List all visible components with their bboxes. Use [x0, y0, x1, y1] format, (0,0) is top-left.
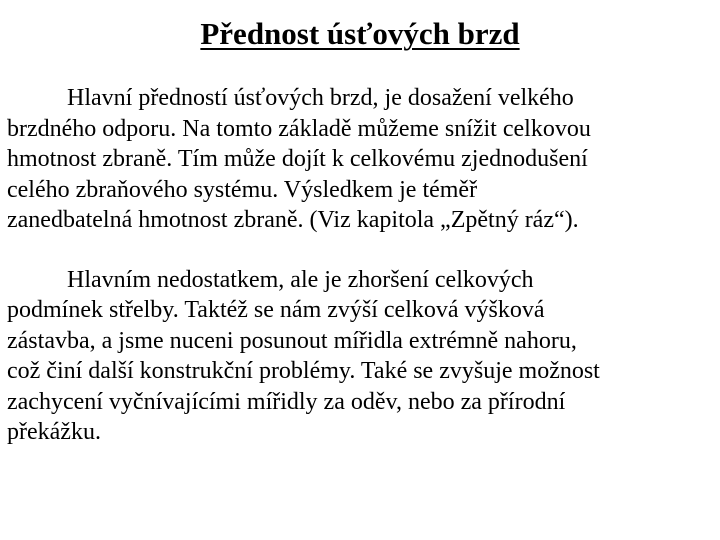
slide-title-text: Přednost úsťových brzd — [200, 16, 520, 51]
paragraph-line: podmínek střelby. Taktéž se nám zvýší celková výšková — [7, 297, 545, 323]
paragraph-line: Hlavním nedostatkem, ale je zhoršení celkových — [67, 266, 534, 293]
slide-title — [0, 12, 720, 56]
paragraph-line: Hlavní předností úsťových brzd, je dosažení velkého — [67, 85, 574, 111]
paragraph-advantage — [7, 83, 713, 236]
slide-body — [7, 83, 713, 448]
paragraph-line: brzdného odporu. Na tomto základě můžeme snížit celkovou — [7, 115, 591, 142]
paragraph-line: zachycení vyčnívajícími mířidly za oděv, nebo za přírodní — [7, 388, 566, 415]
paragraph-line: což činí další konstrukční problémy. Také se zvyšuje možnost — [7, 358, 600, 384]
paragraph-line: zanedbatelná hmotnost zbraně. (Viz kapitola „Zpětný ráz“). — [7, 207, 579, 233]
paragraph-line: celého zbraňového systému. Výsledkem je téměř — [7, 176, 478, 203]
paragraph-line: hmotnost zbraně. Tím může dojít k celkovému zjednodušení — [7, 146, 588, 172]
paragraph-disadvantage — [7, 265, 713, 448]
paragraph-line: zástavba, a jsme nuceni posunout mířidla extrémně nahoru, — [7, 327, 577, 354]
paragraph-line: překážku. — [7, 419, 101, 445]
